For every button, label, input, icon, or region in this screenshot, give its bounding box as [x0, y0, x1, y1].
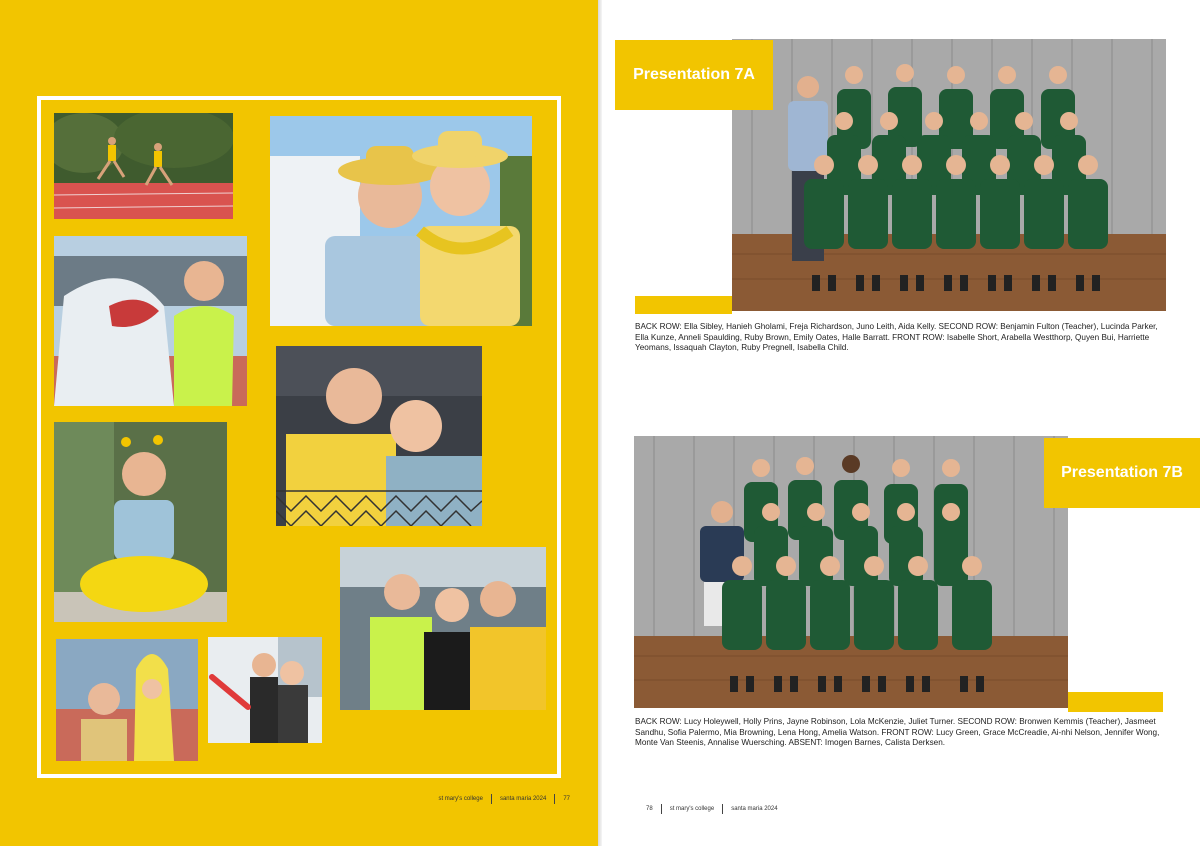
caption-7a: BACK ROW: Ella Sibley, Hanieh Gholami, Freja Richardson, Juno Leith, Aida Kelly. SECOND ROW: Benjamin Fulton (Teacher), Lucinda Parker, Ella Kunze, Anneli Spaulding, Ruby Brown, Emily Oates, Halle Barratt. FRONT ROW: Isabelle Short, Arabella Westthorp, Quyen Bui, Harriette Yeomans, Issaquah Clayton, Ruby Pregnell, Isabella Child.	[635, 322, 1158, 352]
photo-girls-straw-hats	[270, 116, 532, 326]
footer-left	[438, 794, 570, 804]
footer-school: st mary's college	[669, 806, 715, 812]
caption-7b: BACK ROW: Lucy Holeywell, Holly Prins, Jayne Robinson, Lola McKenzie, Juliet Turner. SECOND ROW: Bronwen Kemmis (Teacher), Jasmeet Sandhu, Sofia Palermo, Mia Browning, Lena Hong, Amelia Watson. FRONT ROW: Lucy Green, Grace McCreadie, Ai-nhi Nelson, Jennifer Wong, Monte Van Steenis, Annalise Wuersching. ABSENT: Imogen Barnes, Calista Derksen.	[635, 717, 1160, 747]
footer-divider	[491, 794, 492, 804]
class-photo-7a	[732, 39, 1166, 311]
photo-girls-at-fence	[276, 346, 482, 526]
class-label-7a: Presentation 7A	[615, 40, 773, 110]
footer-divider	[661, 804, 662, 814]
footer-right	[646, 804, 778, 814]
photo-three-girls	[340, 547, 546, 710]
left-page	[0, 0, 598, 846]
footer-divider	[554, 794, 555, 804]
right-page	[602, 0, 1200, 846]
photo-runners-track	[54, 113, 233, 219]
footer-divider	[722, 804, 723, 814]
class-label-7b: Presentation 7B	[1044, 438, 1200, 508]
caption-bar-7b	[1068, 692, 1163, 712]
footer-page-number: 77	[563, 796, 570, 802]
photo-girls-inflatable	[208, 637, 322, 743]
caption-bar-7a	[635, 296, 732, 314]
footer-page-number: 78	[646, 806, 653, 812]
class-photo-7b	[634, 436, 1068, 708]
footer-publication: santa maria 2024	[731, 806, 778, 812]
footer-publication: santa maria 2024	[499, 796, 547, 802]
photo-banana-costume	[56, 639, 198, 761]
photo-shark-costume	[54, 236, 247, 406]
footer-school: st mary's college	[438, 796, 483, 802]
photo-girl-yellow-tutu	[54, 422, 227, 622]
